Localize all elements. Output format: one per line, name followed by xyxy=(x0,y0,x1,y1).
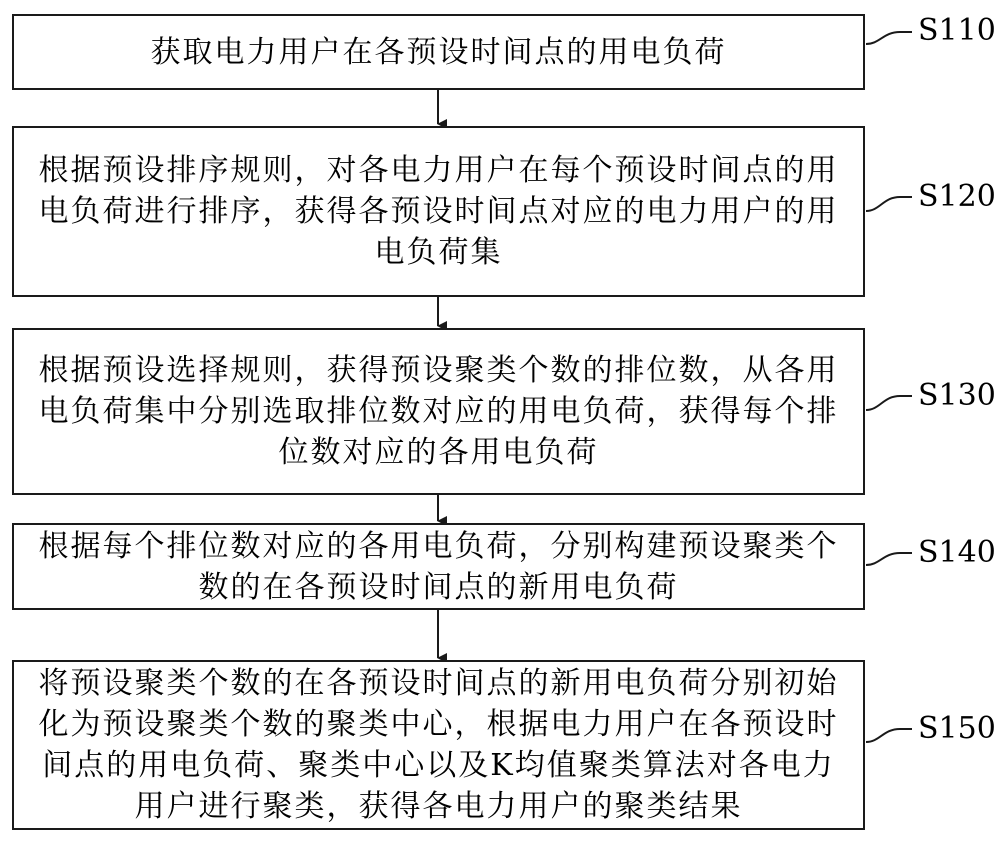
step-text-s130: 根据预设选择规则，获得预设聚类个数的排位数，从各用电负荷集中分别选取排位数对应的用电负荷，获得每个排位数对应的各用电负荷 xyxy=(38,353,839,470)
step-box-s120 xyxy=(12,126,865,297)
step-label-s110: S110 xyxy=(918,13,996,48)
step-text-s140: 根据每个排位数对应的各用电负荷，分别构建预设聚类个数的在各预设时间点的新用电负荷 xyxy=(38,528,839,605)
step-label-s120: S120 xyxy=(918,179,996,214)
leader-s140 xyxy=(866,553,912,565)
step-box-s130 xyxy=(12,328,865,495)
step-box-s110 xyxy=(12,14,865,90)
leader-s110 xyxy=(866,32,912,44)
leader-s130 xyxy=(866,396,912,410)
step-label-s150: S150 xyxy=(918,711,996,746)
step-label-s140: S140 xyxy=(918,535,996,570)
step-box-s140 xyxy=(12,523,865,610)
step-text-s110: 获取电力用户在各预设时间点的用电负荷 xyxy=(150,34,727,70)
leader-s150 xyxy=(866,729,912,742)
step-label-s130: S130 xyxy=(918,378,996,413)
step-box-s150 xyxy=(12,660,865,830)
leader-s120 xyxy=(866,197,912,211)
step-text-s150: 将预设聚类个数的在各预设时间点的新用电负荷分别初始化为预设聚类个数的聚类中心，根据电力用户在各预设时间点的用电负荷、聚类中心以及K均值聚类算法对各电力用户进行聚类，获得各电力用户的聚类结果 xyxy=(38,666,839,824)
step-text-s120: 根据预设排序规则，对各电力用户在每个预设时间点的用电负荷进行排序，获得各预设时间点对应的电力用户的用电负荷集 xyxy=(38,153,839,270)
